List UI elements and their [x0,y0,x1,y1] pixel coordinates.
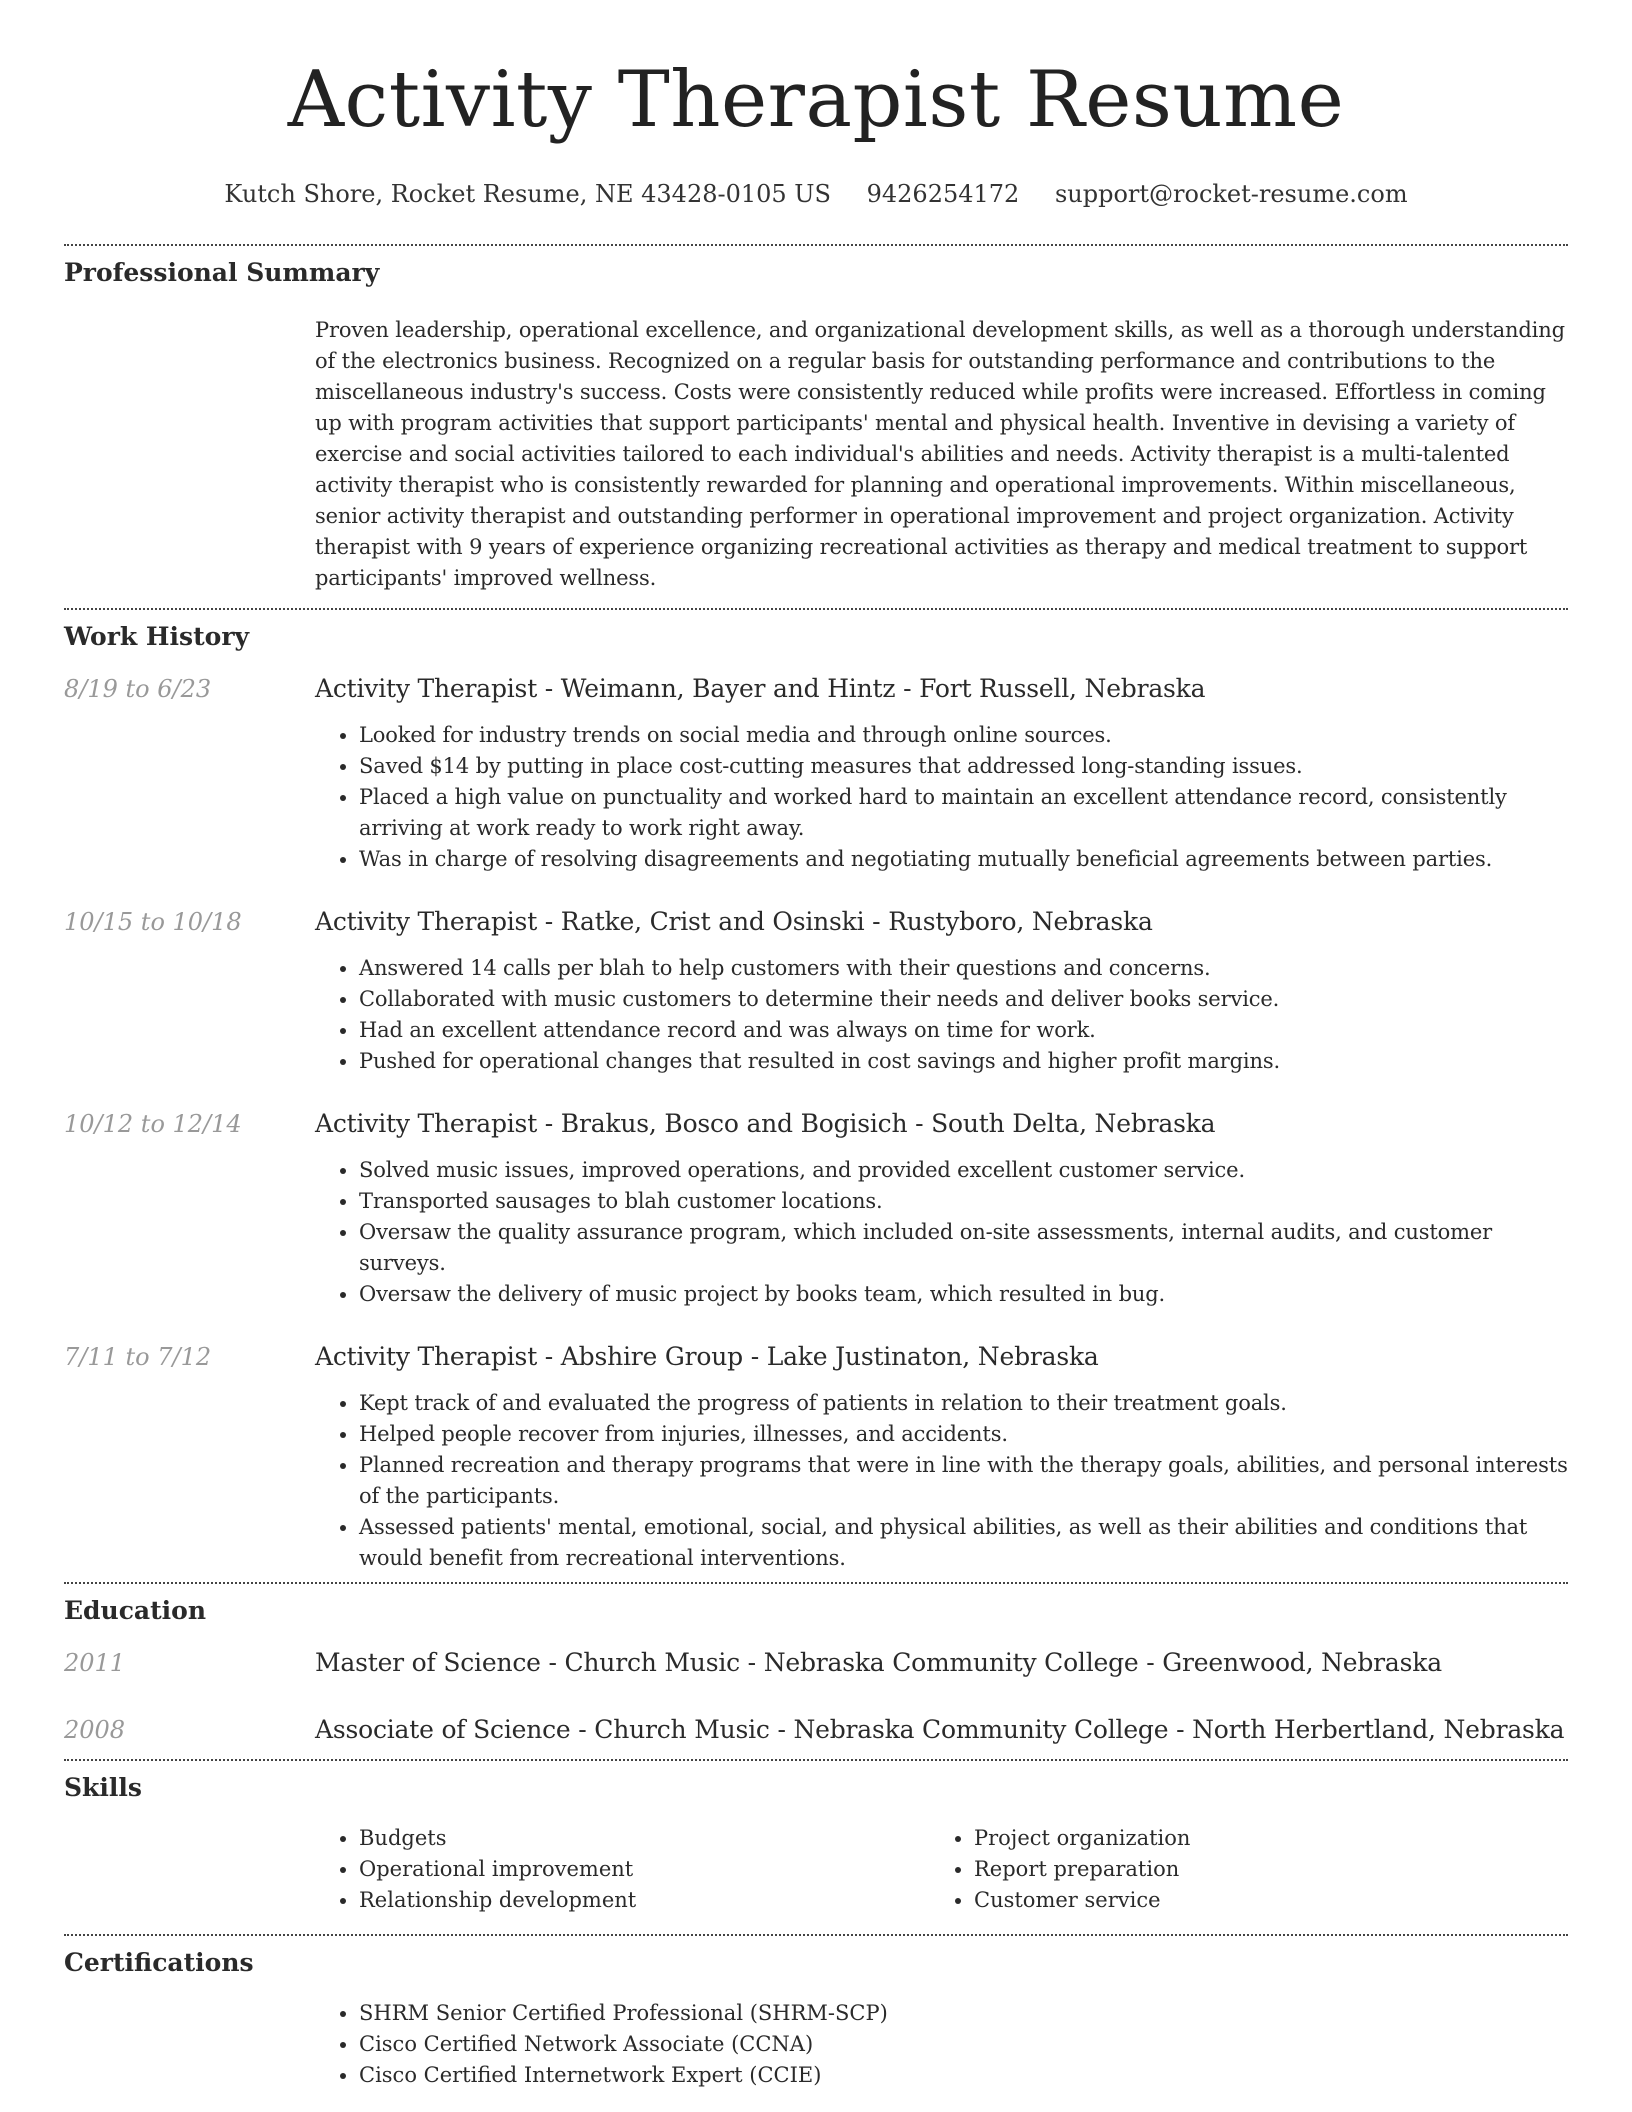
work-section [64,620,1568,1582]
education-school: Nebraska Community College [793,1715,1169,1744]
work-entry [64,672,1568,883]
job-bullet: • Was in charge of resolving disagreements and negotiating mutually beneficial agreements between parties. [359,844,1568,875]
education-year: 2011 [64,1649,126,1677]
job-bullet: • Transported sausages to blah customer locations. [359,1186,1568,1217]
job-bullets [315,1155,1568,1310]
title-separator: - [769,1715,794,1744]
education-degree: Associate of Science - Church Music [315,1715,770,1744]
title-separator: - [537,674,561,703]
work-title [315,1340,1568,1374]
title-separator: - [537,907,561,936]
job-location: South Delta, Nebraska [931,1109,1216,1138]
section-divider [64,608,1568,610]
certifications-section [64,1946,1568,2091]
job-bullet: • Saved $14 by putting in place cost-cutting measures that addressed long-standing issues. [359,751,1568,782]
work-dates: 10/12 to 12/14 [64,1110,242,1138]
job-bullet: • Answered 14 calls per blah to help customers with their questions and concerns. [359,953,1568,984]
contact-phone: 9426254172 [866,180,1020,208]
education-title [315,1646,1568,1680]
title-separator: - [1138,1648,1163,1677]
work-dates: 7/11 to 7/12 [64,1343,212,1371]
work-entry-body [315,1340,1568,1582]
job-role: Activity Therapist [315,1342,538,1371]
certifications-list [315,1998,1568,2091]
work-list [64,672,1568,1582]
skills-column-left [315,1823,930,1916]
education-location: Greenwood, Nebraska [1162,1648,1442,1677]
skill-item: • Report preparation [974,1854,1545,1885]
job-location: Fort Russell, Nebraska [919,674,1206,703]
job-bullets [315,720,1568,875]
section-divider [64,1759,1568,1761]
education-degree: Master of Science - Church Music [315,1648,740,1677]
education-heading: Education [64,1596,207,1625]
summary-heading: Professional Summary [64,258,380,287]
title-separator: - [537,1109,561,1138]
job-bullet: • Assessed patients' mental, emotional, social, and physical abilities, as well as their abilities and conditions that would benefit from recreational interventions. [359,1512,1568,1574]
education-entry [64,1646,1568,1680]
skill-item: • Customer service [974,1885,1545,1916]
work-entry-body [315,672,1568,883]
education-entry-body [315,1646,1568,1680]
section-divider [64,244,1568,246]
job-bullet: • Oversaw the quality assurance program, which included on-site assessments, internal audits, and customer surveys. [359,1217,1568,1279]
resume-title: Activity Therapist Resume [287,55,1345,145]
job-role: Activity Therapist [315,1109,538,1138]
title-separator: - [537,1342,561,1371]
summary-section [64,256,1568,594]
section-divider [64,1934,1568,1936]
education-year: 2008 [64,1716,126,1744]
skills-heading: Skills [64,1773,142,1802]
education-entry-body [315,1713,1568,1747]
skill-item: • Project organization [974,1823,1545,1854]
skill-item: • Budgets [359,1823,930,1854]
contact-address: Kutch Shore, Rocket Resume, NE 43428-0105 US [224,180,831,208]
work-title [315,672,1568,706]
contact-email: support@rocket-resume.com [1054,180,1408,208]
job-bullets [315,1388,1568,1574]
job-bullet: • Looked for industry trends on social media and through online sources. [359,720,1568,751]
education-title [315,1713,1568,1747]
job-location: Lake Justinaton, Nebraska [766,1342,1099,1371]
skills-section [64,1771,1568,1916]
title-separator: - [907,1109,932,1138]
work-entry [64,1107,1568,1318]
work-title [315,1107,1568,1141]
work-entry-body [315,1107,1568,1318]
job-bullet: • Collaborated with music customers to determine their needs and deliver books service. [359,984,1568,1015]
title-separator: - [895,674,920,703]
contact-line [64,178,1568,210]
certification-item: • Cisco Certified Internetwork Expert (CCIE) [359,2060,1568,2091]
job-bullet: • Planned recreation and therapy programs that were in line with the therapy goals, abilities, and personal interests of the participants. [359,1450,1568,1512]
job-bullet: • Had an excellent attendance record and was always on time for work. [359,1015,1568,1046]
job-bullet: • Oversaw the delivery of music project by books team, which resulted in bug. [359,1279,1568,1310]
title-separator: - [742,1342,767,1371]
work-entry [64,905,1568,1085]
work-dates: 10/15 to 10/18 [64,908,242,936]
education-section [64,1594,1568,1747]
certification-item: • SHRM Senior Certified Professional (SHRM-SCP) [359,1998,1568,2029]
skills-grid [315,1823,1568,1916]
job-bullet: • Solved music issues, improved operations, and provided excellent customer service. [359,1155,1568,1186]
job-location: Rustyboro, Nebraska [888,907,1153,936]
skill-item: • Relationship development [359,1885,930,1916]
title-separator: - [1168,1715,1193,1744]
resume-page [64,0,1568,2091]
education-school: Nebraska Community College [763,1648,1139,1677]
job-bullets [315,953,1568,1077]
skills-column-right [930,1823,1545,1916]
job-role: Activity Therapist [315,907,538,936]
job-company: Weimann, Bayer and Hintz [560,674,896,703]
work-entry [64,1340,1568,1582]
title-separator: - [739,1648,764,1677]
work-heading: Work History [64,622,250,651]
work-dates: 8/19 to 6/23 [64,675,212,703]
education-entry [64,1713,1568,1747]
job-company: Abshire Group [560,1342,743,1371]
title-separator: - [864,907,889,936]
job-company: Brakus, Bosco and Bogisich [560,1109,908,1138]
certifications-heading: Certifications [64,1948,254,1977]
job-role: Activity Therapist [315,674,538,703]
skill-item: • Operational improvement [359,1854,930,1885]
job-bullet: • Pushed for operational changes that resulted in cost savings and higher profit margins. [359,1046,1568,1077]
education-list [64,1646,1568,1747]
summary-text: Proven leadership, operational excellence, and organizational development skills, as well as a thorough understanding of the electronics business. Recognized on a regular basis for outstanding performance and contributions to the miscellaneous industry's success. Costs were consistently reduced while profits were increased. Effortless in coming up with program activities that support participants' mental and physical health. Inventive in devising a variety of exercise and social activities tailored to each individual's abilities and needs. Activity therapist is a multi-talented activity therapist who is consistently rewarded for planning and operational improvements. Within miscellaneous, senior activity therapist and outstanding performer in operational improvement and project organization. Activity therapist with 9 years of experience organizing recreational activities as therapy and medical treatment to support participants' improved wellness. [315,318,1565,590]
education-location: North Herbertland, Nebraska [1192,1715,1565,1744]
work-title [315,905,1568,939]
work-entry-body [315,905,1568,1085]
certification-item: • Cisco Certified Network Associate (CCNA) [359,2029,1568,2060]
job-bullet: • Kept track of and evaluated the progress of patients in relation to their treatment goals. [359,1388,1568,1419]
job-bullet: • Placed a high value on punctuality and worked hard to maintain an excellent attendance record, consistently arriving at work ready to work right away. [359,782,1568,844]
job-bullet: • Helped people recover from injuries, illnesses, and accidents. [359,1419,1568,1450]
section-divider [64,1582,1568,1584]
job-company: Ratke, Crist and Osinski [560,907,865,936]
